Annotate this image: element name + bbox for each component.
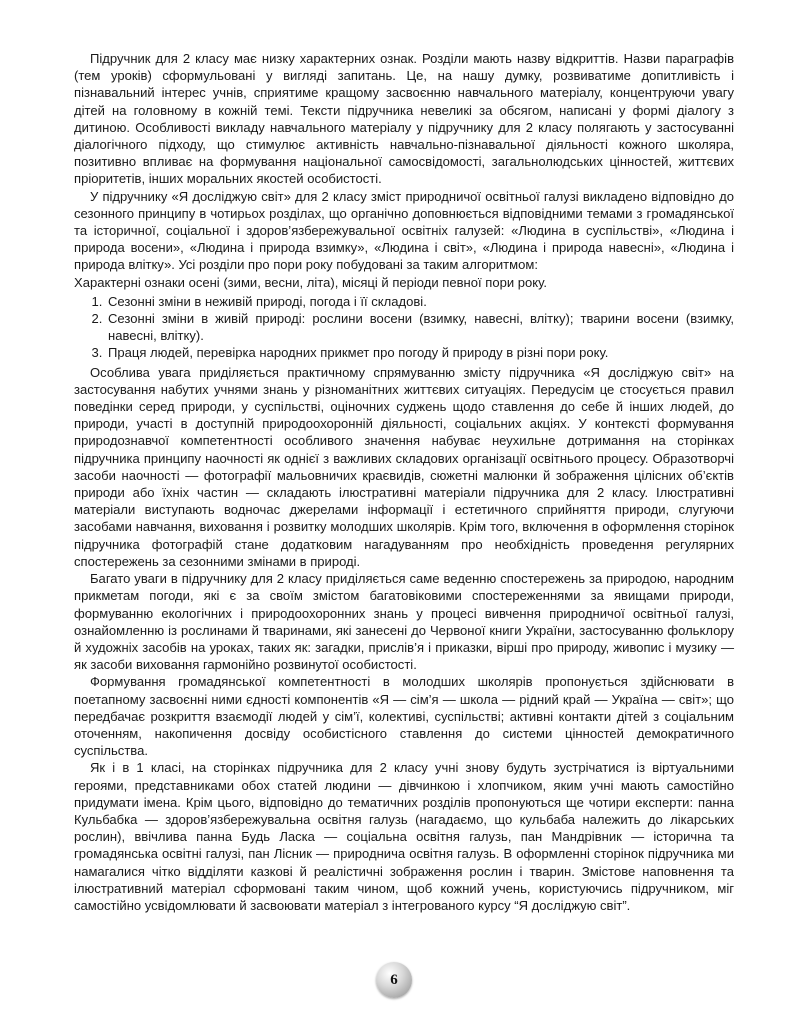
list-item: 1. Сезонні зміни в неживій природі, погода і її складові. (106, 293, 734, 310)
list-item: 2. Сезонні зміни в живій природі: рослини восени (взимку, навесні, влітку); тварини восени (взимку, навесні, влітку). (106, 310, 734, 344)
list-item: 3. Праця людей, перевірка народних прикмет про погоду й природу в різні пори року. (106, 344, 734, 361)
paragraph: Особлива увага приділяється практичному спрямуванню змісту підручника «Я досліджую світ» на застосування набутих учнями знань у різноманітних життєвих ситуаціях. Передусім це стосується правил поведінки серед природи, у суспільстві, оціночних суджень щодо ставлення до себе й інших людей, до природи, участі в доступній природоохоронній діяльності, соціальних акціях. У контексті формування природознавчої компетентності особливого значення набуває неухильне дотримання на сторінках підручника принципу наочності як однієї з важливих складових організації освітнього процесу. Образотворчі засоби наочності — фотографії мальовничих краєвидів, сюжетні малюнки й зображення цілісних об’єктів природи або їхніх частин — складають ілюстративні матеріали підручника для 2 класу. Ілюстративні матеріали виступають водночас джерелами інформації і естетичного сприйняття природи, слугуючи засобами навчання, виховання і розвитку молодших школярів. Крім того, включення в оформлення сторінок підручника фотографій стане додатковим нагадуванням про необхідність проведення регулярних спостережень за сезонними змінами в природі. (74, 364, 734, 569)
paragraph: Підручник для 2 класу має низку характерних ознак. Розділи мають назву відкриттів. Назви параграфів (тем уроків) сформульовані у вигляді запитань. Це, на нашу думку, розвиватиме допитливість і пізнавальний інтерес учнів, сприятиме кращому засвоєнню навчального матеріалу, концентруючи увагу дітей на головному в кожній темі. Тексти підручника невеликі за обсягом, написані у формі діалогу з дитиною. Особливості викладу навчального матеріалу у підручнику для 2 класу полягають у застосуванні діалогічного підходу, що стимулює активність навчально-пізнавальної діяльності кожного школяра, позитивно впливає на формування національної самосвідомості, загальнолюдських цінностей, життєвих пріоритетів, інших моральних якостей особистості. (74, 51, 734, 187)
page-number-badge: 6 (376, 962, 412, 998)
paragraph: Як і в 1 класі, на сторінках підручника для 2 класу учні знову будуть зустрічатися із віртуальними героями, представниками обох статей людини — дівчинкою і хлопчиком, яким учні мають самостійно придумати імена. Крім цього, відповідно до тематичних розділів пропонуються ще чотири експерти: панна Кульбабка — здоров’язбережувальна освітня галузь (нагадаємо, що кульбаба належить до лікарських рослин), ввічлива панна Будь Ласка — соціальна освітня галузь, пан Мандрівник — історична та громадянська освітні галузі, пан Лісник — природнича освітня галузь. В оформленні сторінок підручника ми намагалися чітко відділяти казкові й реалістичні зображення рослин і тварин. Змістове наповнення та ілюстративний матеріал сформовані таким чином, щоб кожний учень, користуючись підручником, міг самостійно усвідомлювати й засвоювати матеріал з інтегрованого курсу “Я досліджую світ”. (74, 760, 734, 913)
paragraph: У підручнику «Я досліджую світ» для 2 класу зміст природничої освітньої галузі викладено відповідно до сезонного принципу в чотирьох розділах, що органічно доповнюється відповідними темами з громадянської та історичної, соціальної і здоров’язбережувальної освітніх галузей: «Людина в суспільстві», «Людина і природа восени», «Людина і природа взимку», «Людина і світ», «Людина і природа навесні», «Людина і природа влітку». Усі розділи про пори року побудовані за таким алгоритмом: (74, 188, 734, 273)
paragraph: Формування громадянської компетентності в молодших школярів пропонується здійснювати в поетапному засвоєнні ними єдності компонентів «Я — сім’я — школа — рідний край — Україна — світ»; що передбачає розкриття взаємодії людей у сім’ї, колективі, суспільстві; активні контакти дітей з соціальним оточенням, накопичення досвіду особистісного ставлення до системи цінностей демократичного суспільства. (74, 674, 734, 759)
page-body (74, 50, 734, 914)
paragraph: Багато уваги в підручнику для 2 класу приділяється саме веденню спостережень за природою, народним прикметам погоди, які є за своїм змістом багатовіковими спостереженнями за явищами природи, формуванню екологічних і природоохоронних знань у процесі вивчення природничої освітньої галузі, ознайомленню із рослинами й тваринами, які занесені до Червоної книги України, застосуванню фольклору й художніх засобів на уроках, таких як: загадки, прислів’я і приказки, вірші про природу, живопис і музику — як засоби виховання гармонійно розвинутої особистості. (74, 571, 734, 673)
paragraph: Характерні ознаки осені (зими, весни, літа), місяці й періоди певної пори року. (74, 274, 547, 290)
algorithm-list (74, 293, 734, 362)
